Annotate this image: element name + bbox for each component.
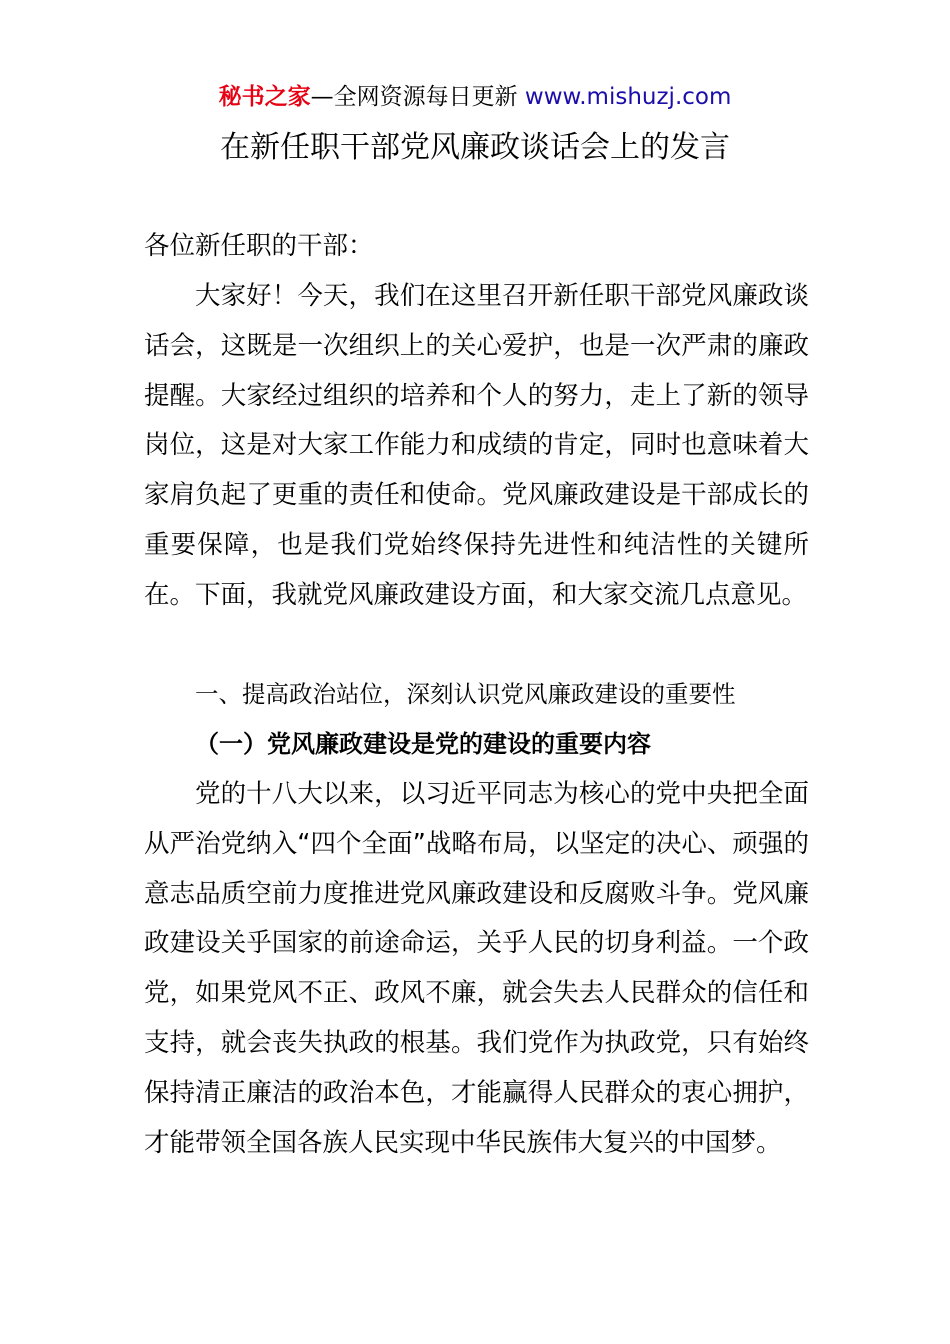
subsection-heading: （一）党风廉政建设是党的建设的重要内容: [195, 730, 651, 758]
site-url-link[interactable]: www.mishuzj.com: [524, 84, 732, 110]
site-header: [0, 80, 950, 114]
header-tagline: —全网资源每日更新: [310, 84, 525, 110]
intro-paragraph: 大家好！今天，我们在这里召开新任职干部党风廉政谈话会，这既是一次组织上的关心爱护，也是一次严肃的廉政提醒。大家经过组织的培养和个人的努力，走上了新的领导岗位，这是对大家工作能力和成绩的肯定，同时也意味着大家肩负起了更重的责任和使命。党风廉政建设是干部成长的重要保障，也是我们党始终保持先进性和纯洁性的关键所在。下面，我就党风廉政建设方面，和大家交流几点意见。: [144, 281, 809, 610]
salutation: 各位新任职的干部：: [144, 231, 374, 261]
document-title: 在新任职干部党风廉政谈话会上的发言: [220, 130, 730, 165]
body-paragraph: 党的十八大以来，以习近平同志为核心的党中央把全面从严治党纳入“四个全面”战略布局，以坚定的决心、顽强的意志品质空前力度推进党风廉政建设和反腐败斗争。党风廉政建设关乎国家的前途命运，关乎人民的切身利益。一个政党，如果党风不正、政风不廉，就会失去人民群众的信任和支持，就会丧失执政的根基。我们党作为执政党，只有始终保持清正廉洁的政治本色，才能赢得人民群众的衷心拥护，才能带领全国各族人民实现中华民族伟大复兴的中国梦。: [144, 779, 809, 1158]
brand-name: 秘书之家: [218, 84, 311, 110]
section-heading: 一、提高政治站位，深刻认识党风廉政建设的重要性: [195, 680, 736, 708]
